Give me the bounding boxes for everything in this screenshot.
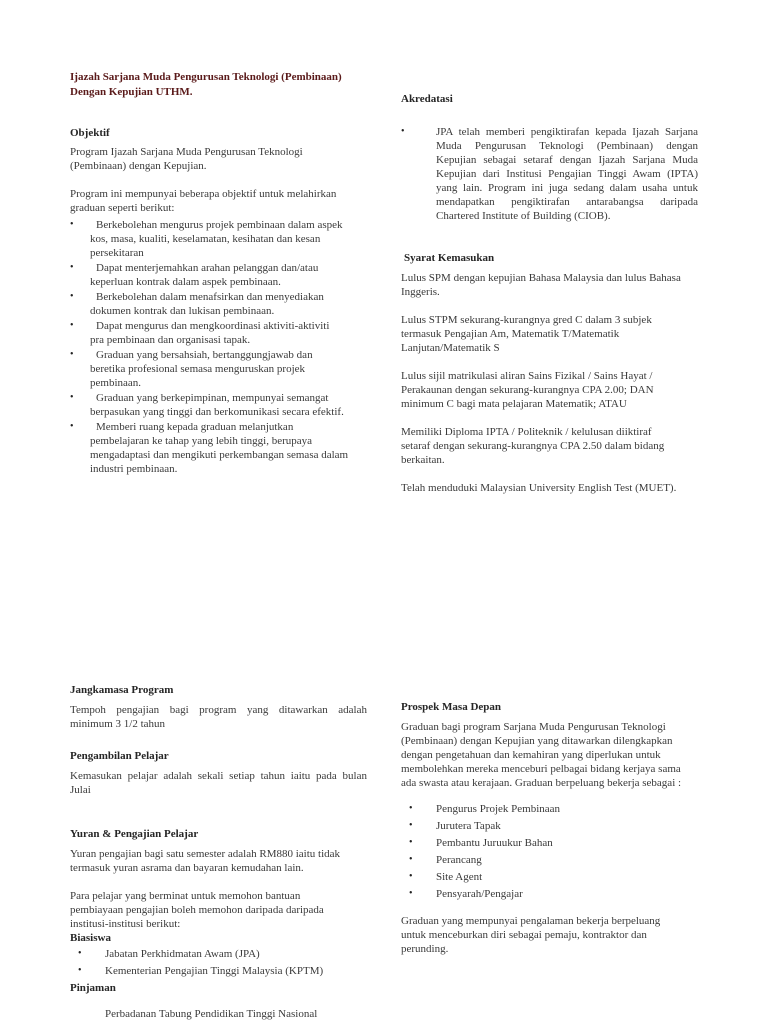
objective-item [70,319,370,347]
text-line: • Graduan yang bersahsiah, bertanggungjawab dan [96,349,313,361]
right-top-column [401,92,698,509]
text-line: institusi-institusi berikut: [70,918,181,930]
akredatasi-heading: Akredatasi [401,93,453,105]
objektif-paragraph-2 [70,187,370,215]
akredatasi-item [401,125,698,223]
program-title-line2: Dengan Kepujian UTHM. [70,86,193,98]
objective-item [70,420,370,476]
text-line: • JPA telah memberi pengiktirafan kepada Ijazah Sarjana [436,126,698,138]
prospek-text [401,720,698,790]
objective-item [70,391,370,419]
syarat-body [401,271,698,495]
pengambilan-heading: Pengambilan Pelajar [70,750,169,762]
objective-item [70,348,370,390]
text-line: Graduan bagi program Sarjana Muda Pengurusan Teknologi [401,721,666,733]
jangkamasa-text [70,703,367,731]
left-bottom-column [70,683,367,1021]
text-line: perunding. [401,943,449,955]
syarat-heading: Syarat Kemasukan [404,252,495,264]
career-item: • Jurutera Tapak [401,819,698,833]
text-line: • Berkebolehan dalam menafsirkan dan menyediakan [96,291,324,303]
objektif-paragraph-1 [70,145,370,173]
text-line: Program ini mempunyai beberapa objektif untuk melahirkan [70,188,337,200]
text-line: mengadaptasi dan mengikuti perkembangan semasa dalam [90,449,349,461]
text-line: Kepujian sebagai setaraf dengan Ijazah Sarjana Muda [436,154,698,166]
text-line: Muda Pengurusan Teknologi (Pembinaan) dengan [436,140,698,152]
text-line: Para pelajar yang berminat untuk memohon bantuan [70,890,301,902]
text-line: untuk menceburkan diri sebagai pemaju, kontraktor dan [401,929,647,941]
text-line: Program Ijazah Sarjana Muda Pengurusan Teknologi [70,146,303,158]
bantuan-text [70,889,367,931]
text-line: graduan seperti berikut: [70,202,175,214]
biasiswa-item: • Kementerian Pengajian Tinggi Malaysia (KPTM) [70,964,367,978]
text-line: Chartered Institute of Building (CIOB). [436,210,611,222]
closing-text [401,914,698,956]
text-line: • Graduan yang berkepimpinan, mempunyai semangat [96,392,329,404]
text-line: pembiayaan pengajian boleh memohon daripada daripada [70,904,324,916]
text-line: Tempoh pengajian bagi program yang ditawarkan adalah [70,704,367,716]
syarat-paragraph [401,425,698,467]
right-bottom-column [401,700,698,956]
text-line: Lulus STPM sekurang-kurangnya gred C dalam 3 subjek [401,314,652,326]
akredatasi-list [401,125,698,223]
program-title-line1: Ijazah Sarjana Muda Pengurusan Teknologi (Pembinaan) [70,71,342,83]
text-line: termasuk yuran asrama dan bayaran kemudahan lain. [70,862,304,874]
text-line: kos, masa, kualiti, keselamatan, kesihatan dan kesan [90,233,321,245]
career-item: • Pensyarah/Pengajar [401,887,698,901]
text-line: Julai [70,784,91,796]
text-line: pembinaan. [90,377,142,389]
text-line: berpasukan yang tinggi dan berkomunikasi secara efektif. [90,406,344,418]
yuran-text [70,847,367,875]
text-line: Kepujian dari Institusi Pengajian Tinggi Awam (IPTA) [436,168,698,180]
text-line: Yuran pengajian bagi satu semester adalah RM880 iaitu tidak [70,848,341,860]
text-line: Perakaunan dengan sekurang-kurangnya CPA 2.00; DAN [401,384,654,396]
text-line: Kemasukan pelajar adalah sekali setiap tahun iaitu pada bulan [70,770,367,782]
career-item: • Pembantu Juruukur Bahan [401,836,698,850]
career-item: • Pengurus Projek Pembinaan [401,802,698,816]
text-line: pra pembinaan dan organisasi tapak. [90,334,251,346]
text-line: membolehkan mereka menceburi pelbagai bidang kerjaya sama [401,763,681,775]
text-line: Memiliki Diploma IPTA / Politeknik / kelulusan diiktiraf [401,426,652,438]
text-line: beretika profesional semasa menguruskan projek [90,363,306,375]
text-line: (Pembinaan) dengan Kepujian yang ditawarkan dilengkapkan [401,735,673,747]
text-line: keperluan kontrak dalam aspek pembinaan. [90,276,281,288]
text-line: minimum 3 1/2 tahun [70,718,166,730]
text-line: Graduan yang mempunyai pengalaman bekerja berpeluang [401,915,661,927]
pinjaman-list-clipped [70,1007,367,1021]
jangkamasa-heading: Jangkamasa Program [70,684,174,696]
biasiswa-heading: Biasiswa [70,932,111,944]
text-line: Lanjutan/Matematik S [401,342,500,354]
objectives-list [70,218,370,476]
biasiswa-item: • Jabatan Perkhidmatan Awam (JPA) [70,947,367,961]
text-line: minimum C bagi mata pelajaran Matematik; ATAU [401,398,627,410]
text-line: (Pembinaan) dengan Kepujian. [70,160,207,172]
syarat-paragraph [401,313,698,355]
career-item: • Site Agent [401,870,698,884]
pinjaman-item: Perbadanan Tabung Pendidikan Tinggi Nasional [105,1008,318,1020]
text-line: Lulus sijil matrikulasi aliran Sains Fizikal / Sains Hayat / [401,370,653,382]
yuran-heading: Yuran & Pengajian Pelajar [70,828,199,840]
syarat-paragraph [401,271,698,299]
text-line: dengan pengetahuan dan kemahiran yang diperlukan untuk [401,749,661,761]
text-line: persekitaran [90,247,144,259]
text-line: setaraf dengan sekurang-kurangnya CPA 2.50 dalam bidang [401,440,665,452]
text-line: Lulus SPM dengan kepujian Bahasa Malaysia dan lulus Bahasa [401,272,681,284]
text-line: berkaitan. [401,454,445,466]
text-line: Telah menduduki Malaysian University English Test (MUET). [401,482,677,494]
left-top-column [70,70,370,477]
text-line: mendapatkan pengiktirafan antarabangsa daripada [436,196,698,208]
text-line: industri pembinaan. [90,463,178,475]
text-line: • Berkebolehan mengurus projek pembinaan dalam aspek [96,219,343,231]
career-list [401,802,698,901]
text-line: termasuk Pengajian Am, Matematik T/Matematik [401,328,620,340]
career-item: • Perancang [401,853,698,867]
prospek-heading: Prospek Masa Depan [401,701,502,713]
pinjaman-heading: Pinjaman [70,982,116,994]
biasiswa-list [70,947,367,978]
text-line: • Memberi ruang kepada graduan melanjutkan [96,421,294,433]
program-title [70,70,370,100]
objective-item [70,261,370,289]
text-line: • Dapat mengurus dan mengkoordinasi aktiviti-aktiviti [96,320,330,332]
objective-item [70,218,370,260]
pengambilan-text [70,769,367,797]
syarat-paragraph [401,369,698,411]
objective-item [70,290,370,318]
text-line: dokumen kontrak dan lukisan pembinaan. [90,305,275,317]
text-line: ada swasta atau kerajaan. Graduan berpeluang bekerja sebagai : [401,777,682,789]
text-line: yang lain. Program ini juga sedang dalam usaha untuk [436,182,698,194]
text-line: pembelajaran ke tahap yang lebih tinggi, berupaya [90,435,313,447]
text-line: • Dapat menterjemahkan arahan pelanggan dan/atau [96,262,319,274]
syarat-paragraph [401,481,698,495]
text-line: Inggeris. [401,286,440,298]
objektif-heading: Objektif [70,127,110,139]
